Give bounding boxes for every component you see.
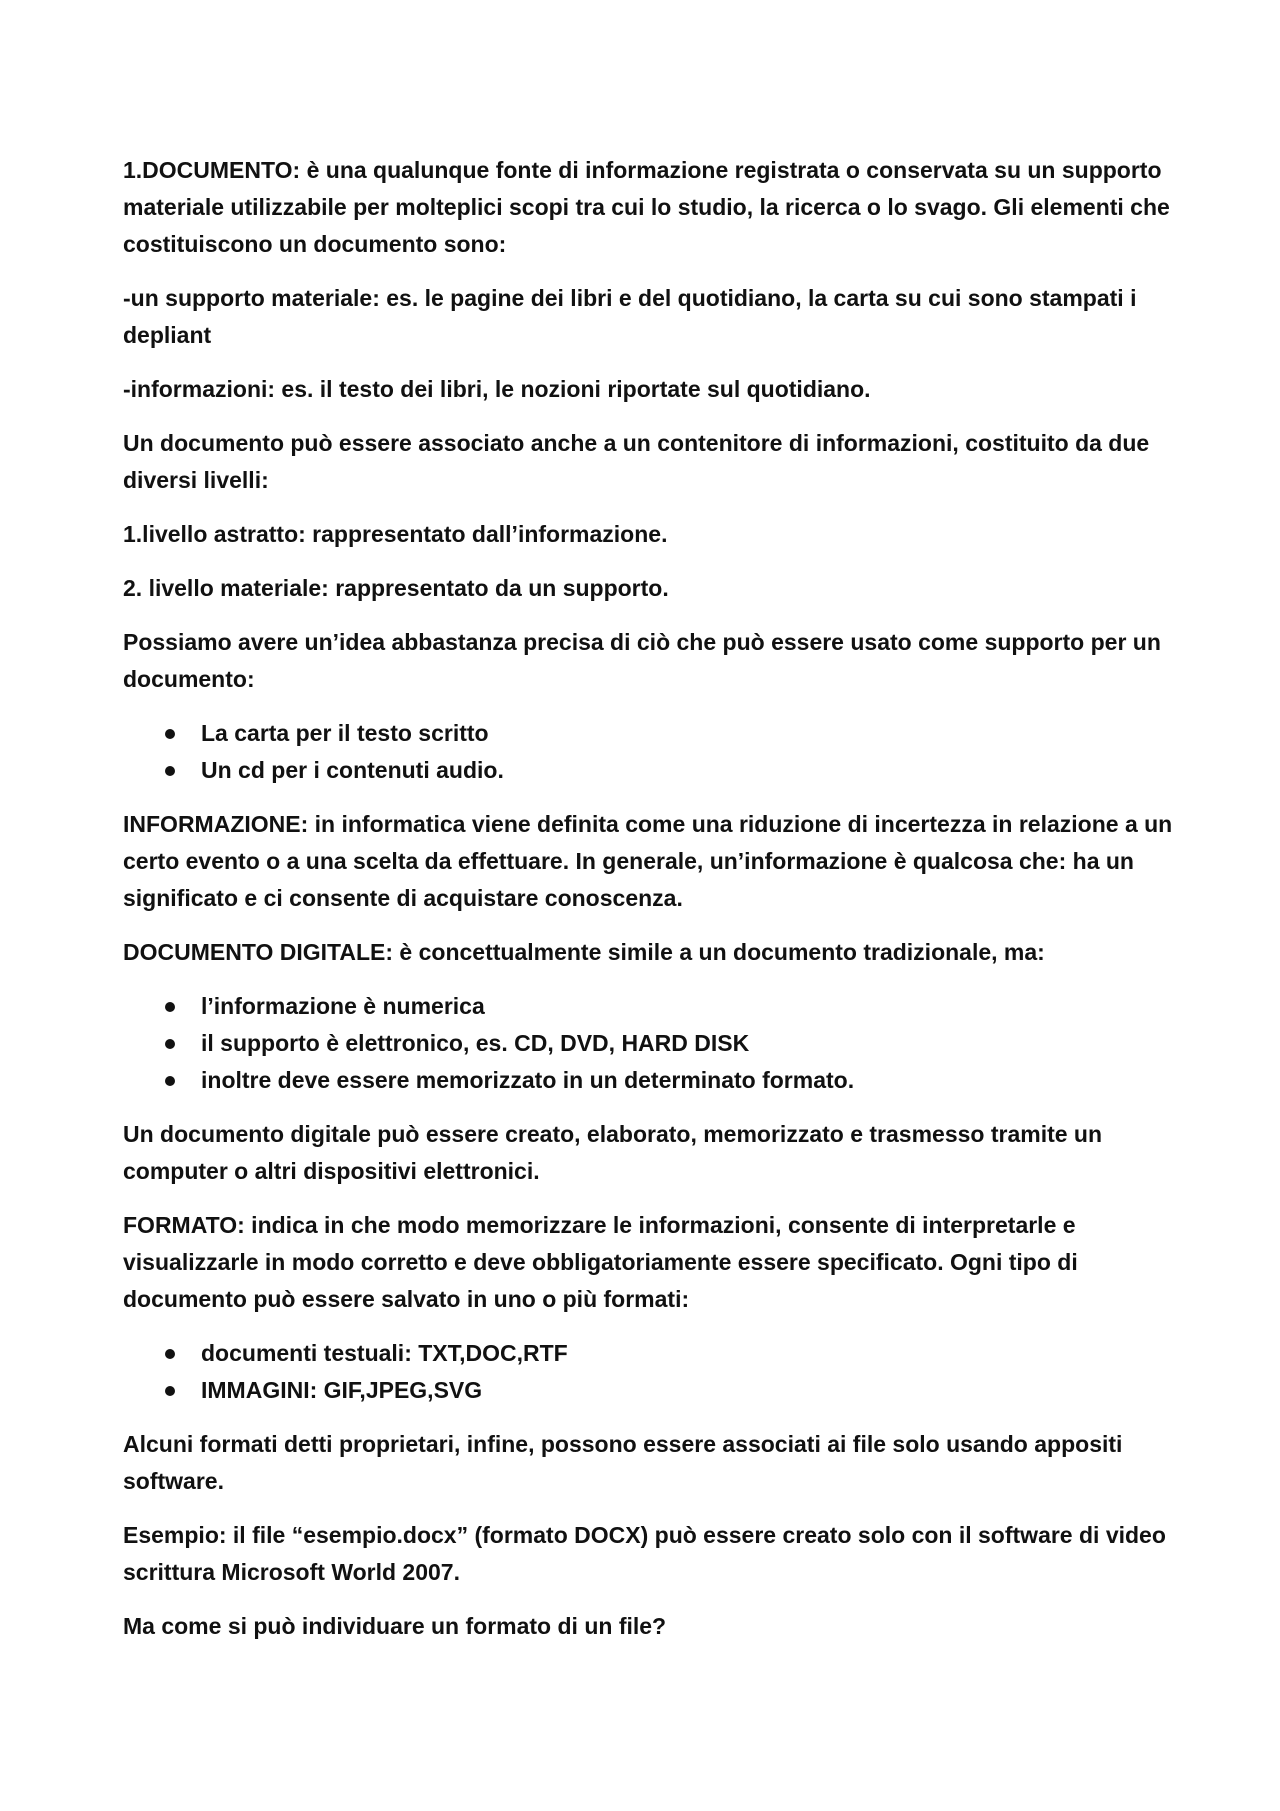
paragraph-documento-definition: 1.DOCUMENTO: è una qualunque fonte di informazione registrata o conservata su un supporto materiale utilizzabile per molteplici scopi tra cui lo studio, la ricerca o lo svago. Gli elementi che costituiscono un documento sono: [123,157,1170,257]
list-item [123,1025,1173,1062]
paragraph-informazione: INFORMAZIONE: in informatica viene definita come una riduzione di incertezza in relazione a un certo evento o a una scelta da effettuare. In generale, un’informazione è qualcosa che: ha un significato e ci consente di acquistare conoscenza. [123,811,1173,911]
bullet-list-formati [123,1335,1173,1409]
bullet-icon [165,1076,175,1086]
bullet-list-documento-digitale [123,988,1173,1099]
paragraph-supporto-idea: Possiamo avere un’idea abbastanza precisa di ciò che può essere usato come supporto per un documento: [123,629,1161,692]
list-item-text: IMMAGINI: GIF,JPEG,SVG [201,1377,483,1403]
list-item-text: l’informazione è numerica [201,993,485,1019]
paragraph-supporto-materiale: -un supporto materiale: es. le pagine dei libri e del quotidiano, la carta su cui sono stampati i depliant [123,285,1137,348]
list-item-text: il supporto è elettronico, es. CD, DVD, HARD DISK [201,1030,750,1056]
paragraph-formato: FORMATO: indica in che modo memorizzare le informazioni, consente di interpretarle e visualizzarle in modo corretto e deve obbligatoriamente essere specificato. Ogni tipo di documento può essere salvato in uno o più formati: [123,1212,1078,1312]
list-item-text: inoltre deve essere memorizzato in un determinato formato. [201,1067,855,1093]
list-item [123,1062,1173,1099]
bullet-icon [165,766,175,776]
bullet-icon [165,1386,175,1396]
paragraph-informazioni: -informazioni: es. il testo dei libri, le nozioni riportate sul quotidiano. [123,376,871,402]
paragraph-livello-astratto: 1.livello astratto: rappresentato dall’informazione. [123,521,668,547]
paragraph-livello-materiale: 2. livello materiale: rappresentato da un supporto. [123,575,669,601]
paragraph-formati-proprietari: Alcuni formati detti proprietari, infine, possono essere associati ai file solo usando appositi software. [123,1431,1123,1494]
bullet-icon [165,1349,175,1359]
list-item [123,1372,1173,1409]
paragraph-documento-digitale-creato: Un documento digitale può essere creato, elaborato, memorizzato e trasmesso tramite un computer o altri dispositivi elettronici. [123,1121,1103,1184]
bullet-icon [165,1039,175,1049]
list-item-text: documenti testuali: TXT,DOC,RTF [201,1340,568,1366]
document-page [123,152,1173,1662]
list-item [123,715,1173,752]
paragraph-documento-digitale: DOCUMENTO DIGITALE: è concettualmente simile a un documento tradizionale, ma: [123,939,1045,965]
bullet-icon [165,729,175,739]
list-item-text: Un cd per i contenuti audio. [201,757,504,783]
list-item-text: La carta per il testo scritto [201,720,489,746]
list-item [123,752,1173,789]
list-item [123,988,1173,1025]
paragraph-contenitore: Un documento può essere associato anche a un contenitore di informazioni, costituito da due diversi livelli: [123,430,1150,493]
paragraph-domanda-formato: Ma come si può individuare un formato di un file? [123,1613,667,1639]
bullet-icon [165,1002,175,1012]
bullet-list-supporti [123,715,1173,789]
paragraph-esempio: Esempio: il file “esempio.docx” (formato DOCX) può essere creato solo con il software di video scrittura Microsoft World 2007. [123,1522,1166,1585]
list-item [123,1335,1173,1372]
